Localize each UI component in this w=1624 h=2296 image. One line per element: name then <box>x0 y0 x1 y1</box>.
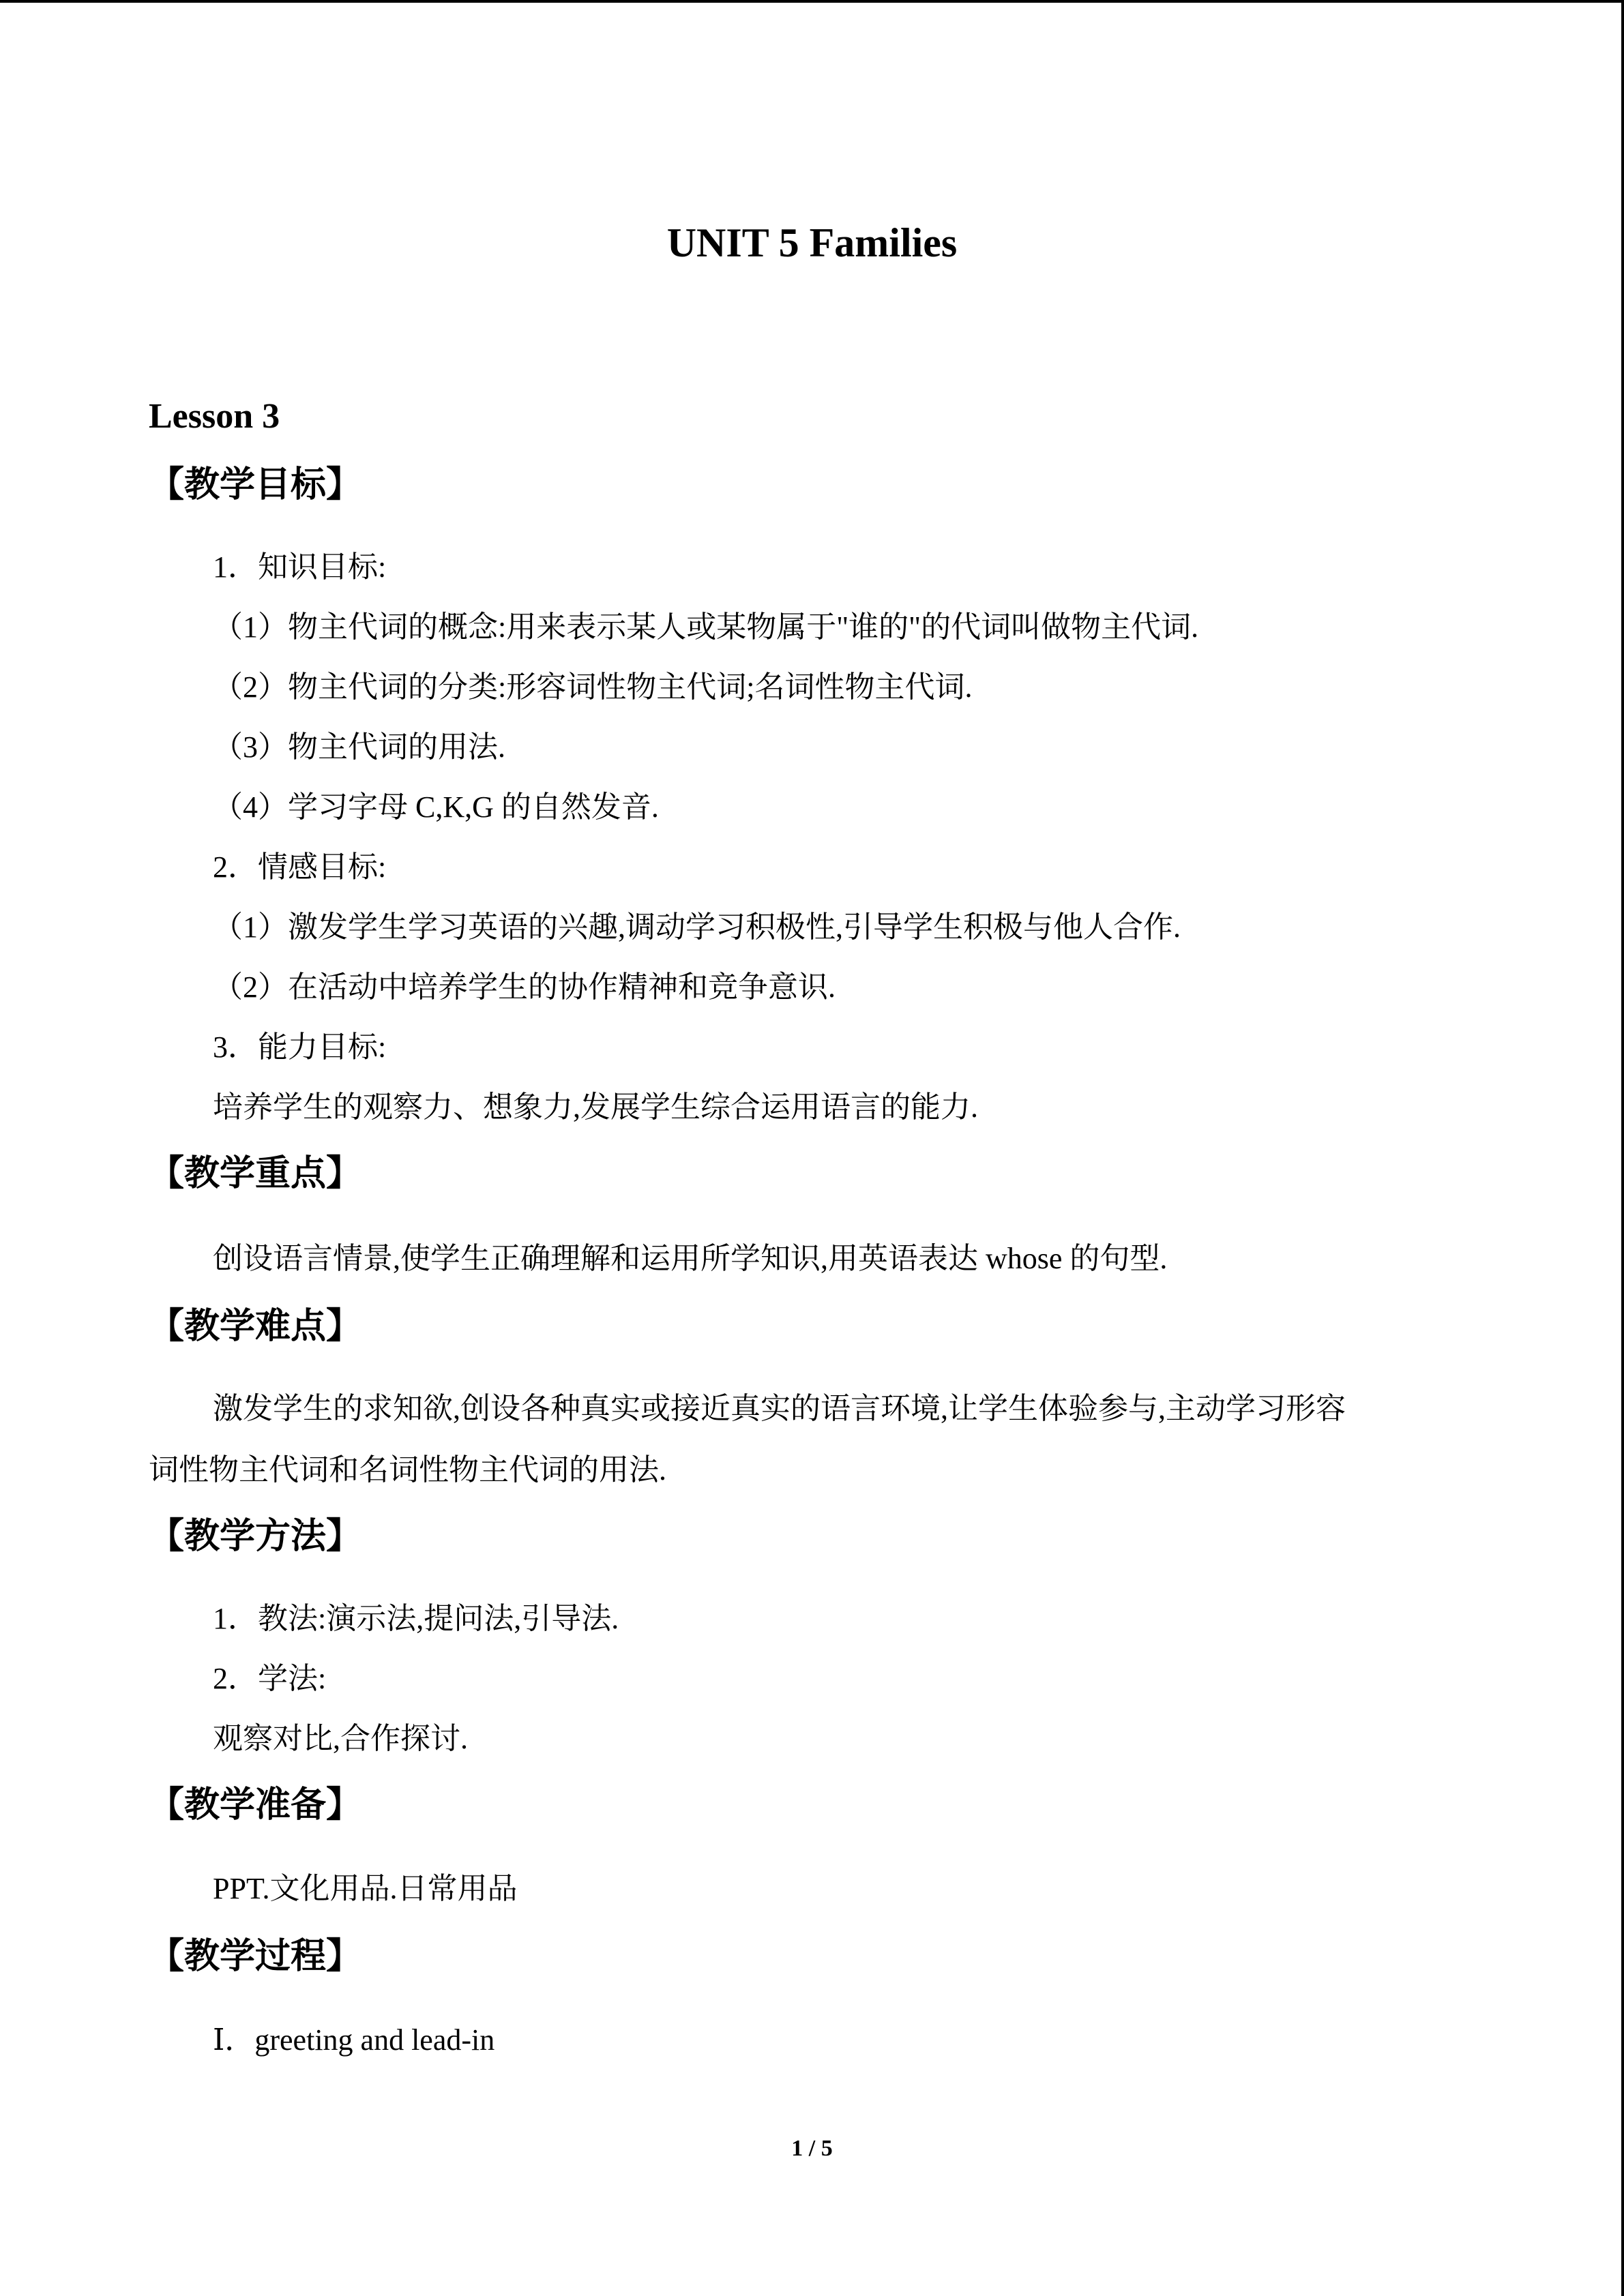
methods-line: 2．学法: <box>213 1662 327 1695</box>
methods-line: 1．教法:演示法,提问法,引导法. <box>213 1602 619 1635</box>
objectives-line: （4）学习字母 C,K,G 的自然发音. <box>213 790 659 824</box>
section-heading-difficulties: 【教学难点】 <box>149 1306 362 1347</box>
objectives-line: 1．知识目标: <box>213 550 387 584</box>
section-heading-key-points: 【教学重点】 <box>149 1153 362 1194</box>
objectives-line: （2）物主代词的分类:形容词性物主代词;名词性物主代词. <box>213 670 973 704</box>
objectives-line: 2．情感目标: <box>213 850 387 884</box>
section-heading-preparation: 【教学准备】 <box>149 1785 362 1825</box>
page-border-right <box>1621 0 1624 2296</box>
section-heading-process: 【教学过程】 <box>149 1936 362 1977</box>
section-heading-objectives: 【教学目标】 <box>149 464 362 505</box>
lesson-label: Lesson 3 <box>149 397 280 436</box>
page-border-top <box>0 0 1624 3</box>
objectives-line: 3．能力目标: <box>213 1030 387 1064</box>
process-line: Ⅰ．greeting and lead-in <box>213 2023 495 2057</box>
difficulties-line: 词性物主代词和名词性物主代词的用法. <box>149 1453 666 1487</box>
objectives-line: （2）在活动中培养学生的协作精神和竞争意识. <box>213 970 836 1004</box>
objectives-line: （1）激发学生学习英语的兴趣,调动学习积极性,引导学生积极与他人合作. <box>213 910 1181 944</box>
preparation-line: PPT.文化用品.日常用品 <box>213 1872 518 1905</box>
key-points-line: 创设语言情景,使学生正确理解和运用所学知识,用英语表达 whose 的句型. <box>213 1242 1168 1275</box>
page-indicator: 1 / 5 <box>791 2136 833 2161</box>
document-title: UNIT 5 Families <box>666 220 958 265</box>
objectives-line: （3）物主代词的用法. <box>213 730 505 764</box>
objectives-line: 培养学生的观察力、想象力,发展学生综合运用语言的能力. <box>213 1090 978 1124</box>
objectives-line: （1）物主代词的概念:用来表示某人或某物属于"谁的"的代词叫做物主代词. <box>213 610 1199 644</box>
methods-line: 观察对比,合作探讨. <box>213 1722 468 1755</box>
difficulties-line: 激发学生的求知欲,创设各种真实或接近真实的语言环境,让学生体验参与,主动学习形容 <box>213 1392 1346 1425</box>
section-heading-methods: 【教学方法】 <box>149 1516 362 1557</box>
